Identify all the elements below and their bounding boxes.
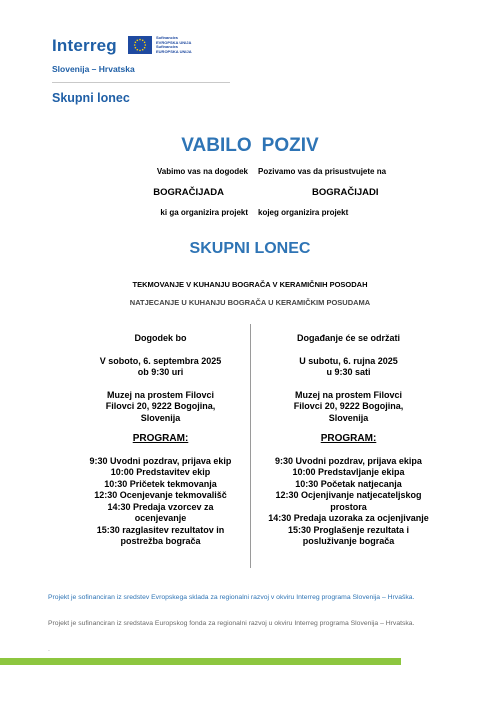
footer-dot: . — [48, 646, 50, 653]
program-item: 10:00 Predstavitev ekip — [110, 467, 211, 477]
event-time: u 9:30 sati — [326, 367, 371, 377]
subtitle-hr: NATJECANJE U KUHANJU BOGRAČA U KERAMIČKIM POSUDAMA — [129, 298, 371, 307]
column-slovenian — [58, 333, 263, 548]
program-item: postrežba bograča — [120, 536, 201, 546]
logo-divider — [52, 82, 230, 83]
title-sl: VABILO — [181, 135, 252, 156]
interreg-wordmark: Interreg — [52, 36, 117, 55]
program-item: 10:30 Početak natjecanja — [295, 478, 402, 489]
program-label: PROGRAM: — [132, 433, 189, 444]
green-footer-bar — [0, 658, 401, 665]
eu-flag-icon — [128, 36, 152, 54]
program-label: PROGRAM: — [320, 433, 377, 444]
program-item: 10:30 Pričetek tekmovanja — [104, 478, 217, 489]
eu-cofinancing-text: Sofinancira EVROPSKA UNIJA Sufinancira EUROPSKA UNIJA — [156, 35, 192, 54]
column-heading: Događanje će se održati — [296, 333, 401, 343]
venue-address: Filovci 20, 9222 Bogojina, — [105, 401, 216, 411]
program-item: prostora — [330, 501, 367, 512]
program-item: ocenjevanje — [134, 513, 187, 523]
program-item: 9:30 Uvodni pozdrav, prijava ekip — [89, 455, 232, 466]
project-name: Skupni lonec — [52, 91, 130, 105]
program-item: 12:30 Ocjenjivanje natjecateljskog — [275, 490, 422, 500]
program-item: 14:30 Predaja uzoraka za ocjenjivanje — [268, 513, 429, 523]
venue-country: Slovenija — [140, 412, 181, 423]
funding-note-sl: Projekt je sofinanciran iz sredstev Evropskega sklada za regionalni razvoj v okviru Interreg programa Slovenija – Hrvaška. — [48, 594, 415, 601]
program-item: 12:30 Ocenjevanje tekmovališč — [94, 490, 227, 500]
venue-name: Muzej na prostem Filovci — [294, 389, 403, 400]
program-item: 15:30 razglasitev rezultatov in — [96, 524, 225, 535]
programme-name: Slovenija – Hrvatska — [52, 64, 135, 74]
column-croatian — [246, 333, 451, 548]
event-date: V soboto, 6. septembra 2025 — [99, 355, 222, 366]
program-item: 10:00 Predstavljanje ekipa — [292, 467, 405, 477]
venue-country: Slovenija — [328, 412, 369, 423]
column-heading: Dogodek bo — [134, 333, 187, 343]
invitation-title — [0, 135, 500, 157]
venue-address: Filovci 20, 9222 Bogojina, — [293, 401, 404, 411]
program-item: 14:30 Predaja vzorcev za — [107, 501, 214, 512]
subtitle-sl: TEKMOVANJE V KUHANJU BOGRAČA V KERAMIČNIH POSODAH — [132, 280, 368, 289]
program-item: 15:30 Proglašenje rezultata i — [287, 524, 410, 535]
event-time: ob 9:30 uri — [137, 367, 184, 377]
title-hr: POZIV — [261, 135, 319, 156]
project-title: SKUPNI LONEC — [189, 240, 311, 257]
event-date: U subotu, 6. rujna 2025 — [299, 355, 398, 366]
funding-note-hr: Projekt je sufinanciran iz sredstava Europskog fonda za regionalni razvoj u okviru Interreg programa Slovenija – Hrvatska. — [48, 620, 415, 627]
program-item: posluživanje bograča — [302, 536, 395, 546]
program-item: 9:30 Uvodni pozdrav, prijava ekipa — [275, 455, 422, 466]
venue-name: Muzej na prostem Filovci — [106, 389, 215, 400]
